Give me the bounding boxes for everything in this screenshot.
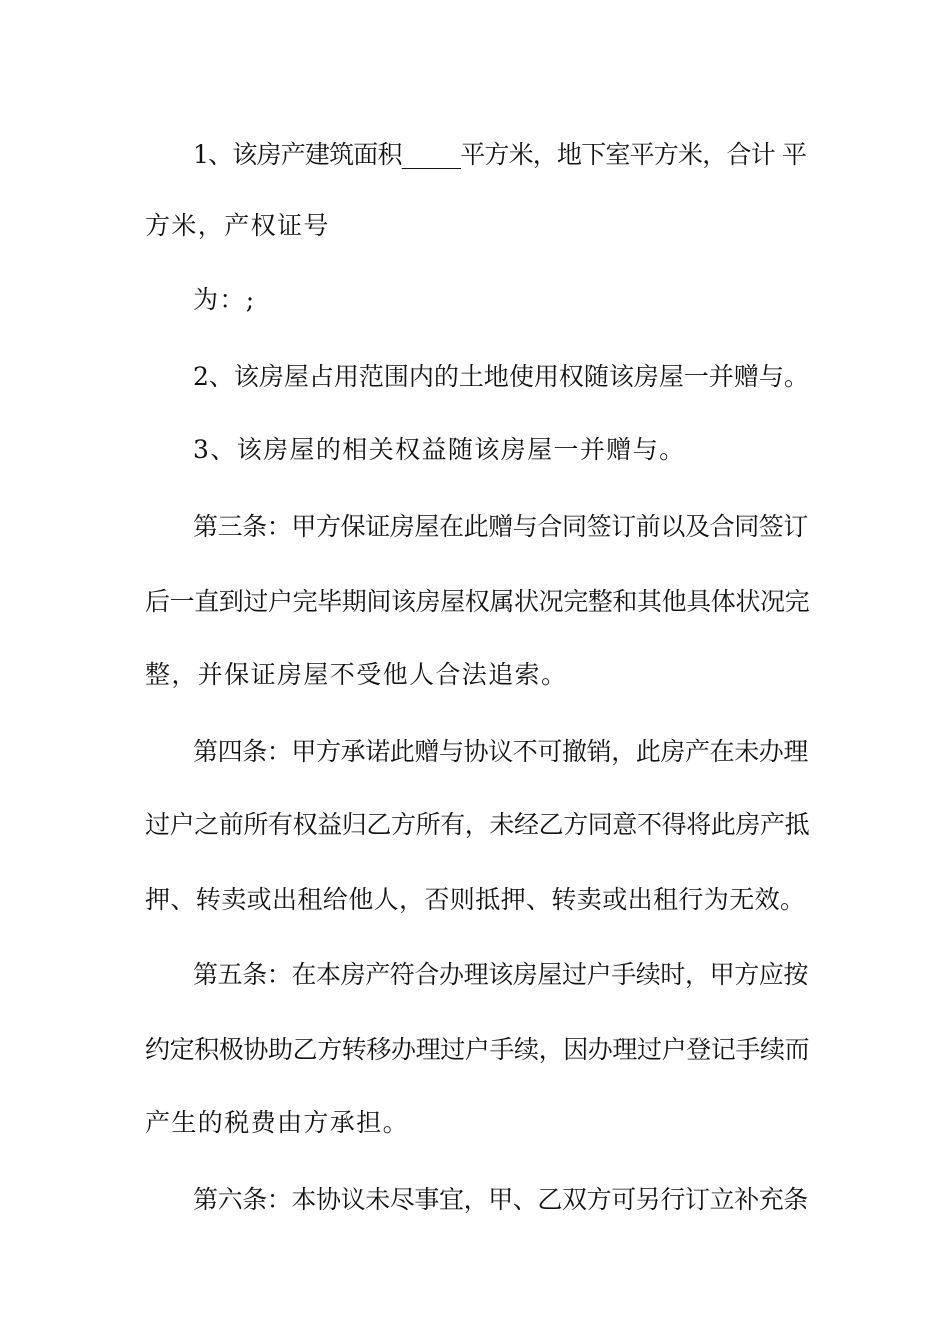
text-line: 1、该房产建筑面积_____平方米，地下室平方米，合计 平: [193, 140, 807, 169]
text-line: 后一直到过户完毕期间该房屋权属状况完整和其他具体状况完: [145, 587, 810, 616]
text-line: 整，并保证房屋不受他人合法追索。: [145, 660, 568, 689]
text-line: 押、转卖或出租给他人，否则抵押、转卖或出租行为无效。: [145, 885, 806, 914]
text-line: 产生的税费由方承担。: [145, 1108, 410, 1137]
text-line: 第五条：在本房产符合办理该房屋过户手续时，甲方应按: [193, 960, 809, 989]
text-line: 过户之前所有权益归乙方所有，未经乙方同意不得将此房产抵: [145, 810, 810, 839]
text-line: 第四条：甲方承诺此赠与协议不可撤销，此房产在未办理: [193, 737, 809, 766]
text-line: 约定积极协助乙方转移办理过户手续，因办理过户登记手续而: [145, 1035, 810, 1064]
text-line: 方米，产权证号: [145, 211, 330, 240]
text-line: 第三条：甲方保证房屋在此赠与合同签订前以及合同签订: [193, 512, 809, 541]
text-line: 2、该房屋占用范围内的土地使用权随该房屋一并赠与。: [193, 362, 809, 391]
text-line: 为：;: [193, 285, 256, 314]
text-line: 第六条：本协议未尽事宜，甲、乙双方可另行订立补充条: [193, 1185, 809, 1214]
text-line: 3、该房屋的相关权益随该房屋一并赠与。: [193, 435, 686, 464]
